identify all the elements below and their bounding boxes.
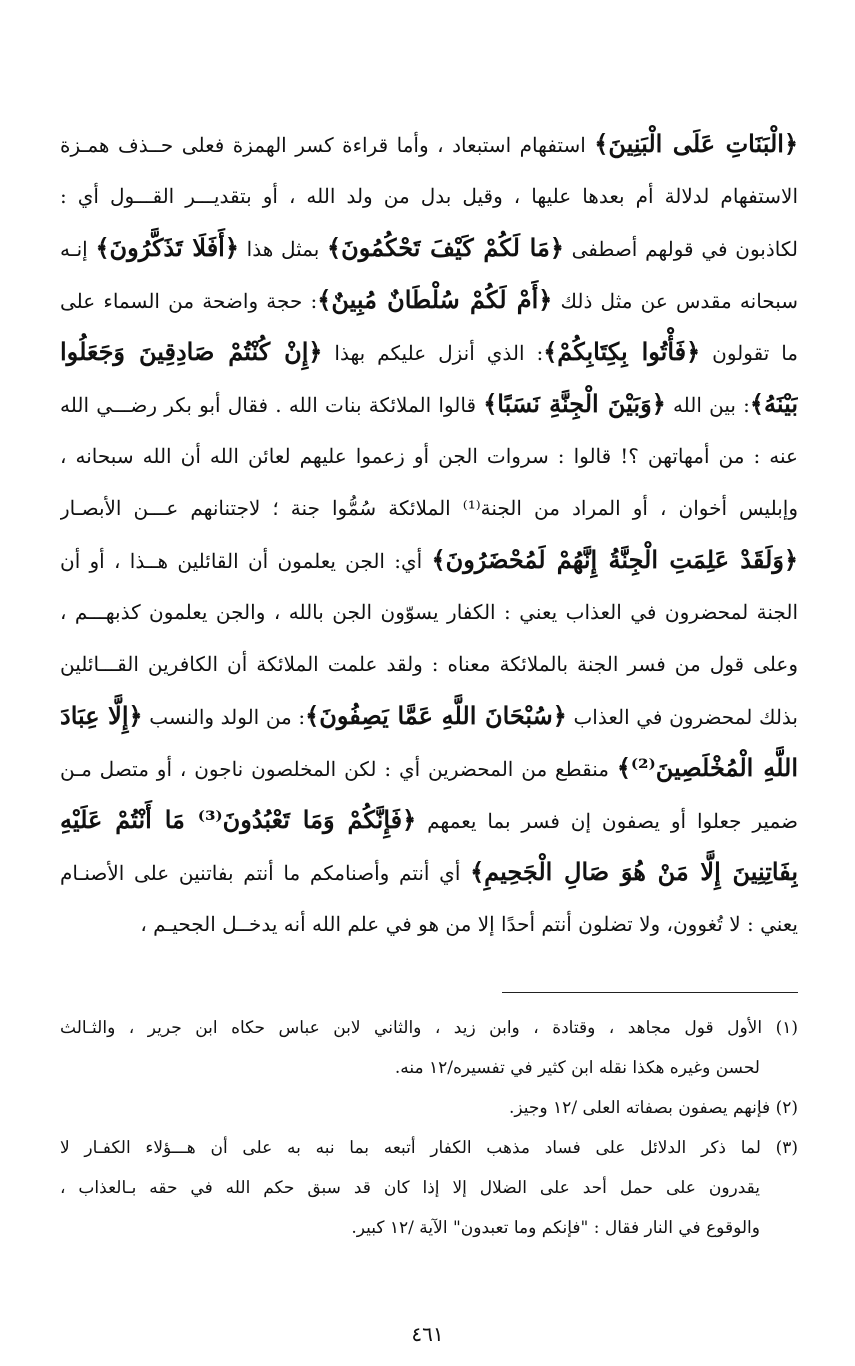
text-line	[60, 794, 798, 846]
commentary-text: سبحانه مقدس عن مثل ذلك	[552, 289, 798, 313]
footnote-line: (٣) لما ذكر الدلائل على فساد مذهب الكفار أتبعه بما نبه به على أن هـــؤلاء الكفـار لا	[60, 1138, 798, 1158]
quran-verse: ﴿أَمْ لَكُمْ سُلْطَانٌ مُبِينٌ﴾	[317, 285, 553, 314]
commentary-text: منقطع من المحضرين أي : لكن المخلصون ناجون ، أو متصل مـن	[60, 757, 617, 781]
commentary-text: استفهام استبعاد ، وأما قراءة كسر الهمزة فعلى حــذف همـزة	[60, 133, 595, 157]
commentary-text: وإبليس أخوان ، أو المراد من الجنة⁽¹⁾ الملائكة سُمُّوا جنة ؛ لاجتنانهم عـــن الأبصـار	[60, 496, 798, 520]
commentary-text: يعني : لا تُغوون، ولا تضلون أنتم أحدًا إلا من هو في علم الله أنه يدخــل الجحيـم ،	[140, 912, 798, 936]
quran-verse: ﴿سُبْحَانَ اللَّهِ عَمَّا يَصِفُونَ﴾	[305, 701, 567, 730]
quran-verse: ﴿وَلَقَدْ عَلِمَتِ الْجِنَّةُ إِنَّهُمْ لَمُحْضَرُونَ﴾	[431, 545, 798, 574]
main-text-block	[60, 118, 798, 950]
quran-verse: بَيْنَهُ﴾	[749, 389, 798, 418]
commentary-text: أي أنتم وأصنامكم ما أنتم بفاتنين على الأصنـام	[60, 861, 471, 885]
quran-verse: ﴿وَبَيْنَ الْجِنَّةِ نَسَبًا﴾	[483, 389, 666, 418]
commentary-text: إنـه	[60, 237, 96, 261]
quran-verse: ﴿إِلَّا عِبَادَ	[60, 701, 143, 730]
commentary-text: الجنة لمحضرون في العذاب يعني : الكفار يسوّون الجن بالله ، والجن يعلمون كذبهـــم ،	[60, 600, 798, 624]
page-number: ٤٦١	[411, 1322, 444, 1346]
footnotes-block	[60, 1008, 798, 1248]
commentary-text: ضمير جعلوا أو يصفون إن فسر بما يعمهم	[416, 809, 798, 833]
quran-verse: بِفَاتِنِينَ إِلَّا مَنْ هُوَ صَالِ الْجَحِيمِ﴾	[470, 857, 798, 886]
commentary-text: : بين الله	[665, 393, 750, 417]
quran-verse: ﴿أَفَلَا تَذَكَّرُونَ﴾	[95, 233, 239, 262]
text-line	[60, 378, 798, 430]
commentary-text: : حجة واضحة من السماء على	[60, 289, 318, 313]
commentary-text: لكاذبون في قولهم أصطفى	[563, 237, 798, 261]
quran-verse: ﴿إِنْ كُنْتُمْ صَادِقِينَ وَجَعَلُوا	[60, 337, 323, 366]
quran-verse: ﴿الْبَنَاتِ عَلَى الْبَنِينَ﴾	[594, 129, 798, 158]
footnote-line: لحسن وغيره هكذا نقله ابن كثير في تفسيره/١٢ منه.	[394, 1058, 760, 1078]
commentary-text: وعلى قول من فسر الجنة بالملائكة معناه : ولقد علمت الملائكة أن الكافرين القـــائلين	[60, 652, 798, 676]
commentary-text: : الذي أنزل عليكم بهذا	[322, 341, 544, 365]
quran-verse: اللَّهِ الْمُخْلَصِينَ⁽²⁾﴾	[616, 753, 798, 782]
text-line	[60, 586, 798, 638]
commentary-text: بذلك لمحضرون في العذاب	[566, 705, 798, 729]
quran-verse: ﴿فَإِنَّكُمْ وَمَا تَعْبُدُونَ⁽³⁾ مَا أَنْتُمْ عَلَيْهِ	[60, 805, 417, 834]
commentary-text: : من الولد والنسب	[142, 705, 306, 729]
text-line	[60, 326, 798, 378]
quran-verse: ﴿فَأْتُوا بِكِتَابِكُمْ﴾	[543, 337, 701, 366]
text-line	[60, 534, 798, 586]
footnote-line: يقدرون على حمل أحد على الضلال إلا إذا كان قد سبق حكم الله في حقه بـالعذاب ،	[60, 1178, 760, 1198]
commentary-text: بمثل هذا	[238, 237, 328, 261]
text-line	[60, 222, 798, 274]
text-line	[60, 430, 798, 482]
text-line	[60, 898, 798, 950]
quran-verse: ﴿مَا لَكُمْ كَيْفَ تَحْكُمُونَ﴾	[327, 233, 564, 262]
commentary-text: قالوا الملائكة بنات الله . فقال أبو بكر رضـــي الله	[60, 393, 484, 417]
commentary-text: ما تقولون	[700, 341, 798, 365]
text-line	[60, 482, 798, 534]
text-line	[60, 638, 798, 690]
commentary-text: الاستفهام لدلالة أم بعدها عليها ، وقيل بدل من ولد الله ، أو بتقديـــر القـــول أي :	[60, 184, 798, 208]
commentary-text: أي: الجن يعلمون أن القائلين هــذا ، أو أن	[60, 549, 432, 573]
commentary-text: عنه : من أمهاتهن ؟! قالوا : سروات الجن أو زعموا عليهم لعائن الله أن الله سبحانه ،	[60, 444, 798, 468]
text-line	[60, 170, 798, 222]
text-line	[60, 742, 798, 794]
footnote-line: (٢) فإنهم يصفون بصفاته العلى /١٢ وجيز.	[509, 1098, 798, 1118]
footnote-line: والوقوع في النار فقال : "فإنكم وما تعبدون" الآية /١٢ كبير.	[351, 1218, 760, 1238]
text-line	[60, 118, 798, 170]
text-line	[60, 846, 798, 898]
footnote-line: (١) الأول قول مجاهد ، وقتادة ، وابن زيد ، والثاني لابن عباس حكاه ابن جرير ، والثـالث	[60, 1018, 798, 1038]
text-line	[60, 274, 798, 326]
footnote-separator	[502, 992, 798, 993]
text-line	[60, 690, 798, 742]
